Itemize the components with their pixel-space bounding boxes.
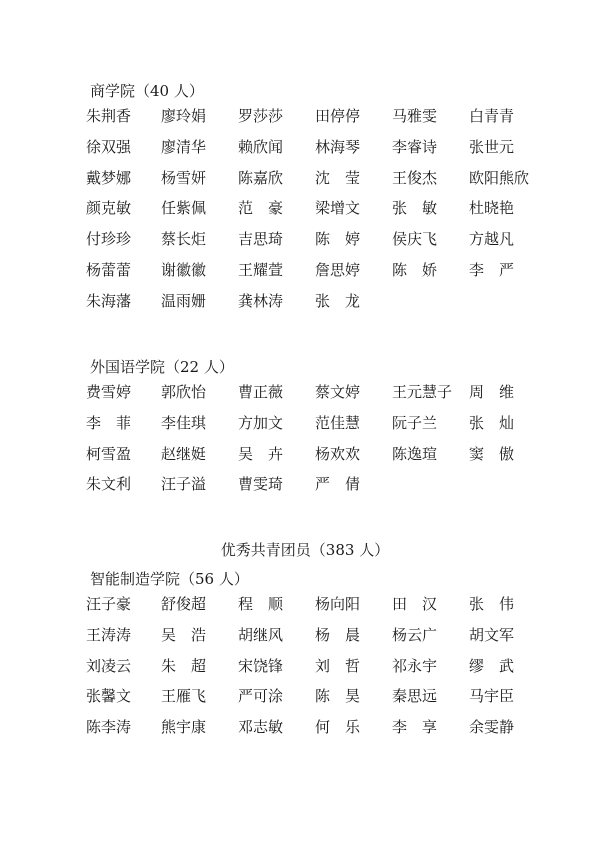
name-row [0,684,600,708]
person-name: 任紫佩 [161,199,207,218]
person-name: 窦 傲 [469,444,515,463]
person-name: 沈 莹 [315,168,361,187]
person-name: 刘 哲 [315,656,361,675]
person-name: 杜晓艳 [469,199,515,218]
person-name: 张 灿 [469,413,515,432]
person-name: 张 敏 [392,199,438,218]
person-name: 陈 昊 [315,687,361,706]
person-name: 王耀萱 [238,261,284,279]
person-name: 梁增文 [315,199,361,218]
name-row [0,472,600,496]
name-row [0,289,600,313]
person-name: 王涛涛 [86,625,132,644]
name-row [0,411,600,435]
name-row [0,623,600,647]
person-name: 颜克敏 [86,199,132,218]
person-name: 杨云广 [392,625,438,644]
section-title-foreign-languages: 外国语学院（22 人） [90,358,234,376]
person-name: 陈 婷 [315,230,361,249]
person-name: 詹思婷 [315,261,361,279]
person-name: 李 严 [469,261,515,279]
person-name: 秦思远 [392,687,438,706]
person-name: 刘凌云 [86,656,132,675]
person-name: 欧阳熊欣 [469,168,530,187]
person-name: 朱荆香 [86,107,132,125]
person-name: 杨蕾蕾 [86,261,132,279]
person-name: 付珍珍 [86,230,132,249]
person-name: 马宇臣 [469,687,515,706]
name-row [0,654,600,678]
person-name: 张 伟 [469,595,515,613]
person-name: 余雯静 [469,718,515,737]
person-name: 龚林涛 [238,291,284,310]
name-row [0,592,600,616]
award-heading: 优秀共青团员（383 人） [220,541,390,559]
person-name: 周 维 [469,383,515,401]
person-name: 祁永宇 [392,656,438,675]
person-name: 方越凡 [469,230,515,249]
person-name: 徐双强 [86,137,132,156]
person-name: 赖欣闻 [238,137,284,156]
person-name: 王雁飞 [161,687,207,706]
person-name: 白青青 [469,107,515,125]
person-name: 严可涂 [238,687,284,706]
person-name: 程 顺 [238,595,284,613]
person-name: 廖清华 [161,137,207,156]
person-name: 宋饶锋 [238,656,284,675]
person-name: 温雨姗 [161,291,207,310]
section-title-business: 商学院（40 人） [90,82,204,100]
name-row [0,196,600,220]
person-name: 范 豪 [238,199,284,218]
person-name: 陈嘉欣 [238,168,284,187]
person-name: 陈 娇 [392,261,438,279]
person-name: 侯庆飞 [392,230,438,249]
person-name: 费雪婷 [86,383,132,401]
person-name: 朱文利 [86,475,132,494]
section-title-intelligent-manufacturing: 智能制造学院（56 人） [90,570,249,588]
person-name: 郭欣怡 [161,383,207,401]
person-name: 熊宇康 [161,718,207,737]
person-name: 王俊杰 [392,168,438,187]
person-name: 汪子豪 [86,595,132,613]
person-name: 林海琴 [315,137,361,156]
name-row [0,715,600,739]
name-row [0,104,600,128]
person-name: 田 汉 [392,595,438,613]
name-row [0,442,600,466]
person-name: 方加文 [238,413,284,432]
person-name: 张馨文 [86,687,132,706]
person-name: 吉思琦 [238,230,284,249]
person-name: 范佳慧 [315,413,361,432]
person-name: 戴梦娜 [86,168,132,187]
person-name: 李 享 [392,718,438,737]
person-name: 李睿诗 [392,137,438,156]
person-name: 李 菲 [86,413,132,432]
person-name: 王元慧子 [392,383,453,401]
person-name: 朱 超 [161,656,207,675]
person-name: 蔡文婷 [315,383,361,401]
name-row [0,380,600,404]
person-name: 罗莎莎 [238,107,284,125]
name-row [0,135,600,159]
person-name: 赵继娗 [161,444,207,463]
person-name: 杨欢欢 [315,444,361,463]
person-name: 胡文军 [469,625,515,644]
person-name: 朱海藩 [86,291,132,310]
person-name: 阮子兰 [392,413,438,432]
person-name: 田停停 [315,107,361,125]
person-name: 曹正薇 [238,383,284,401]
name-row [0,227,600,251]
person-name: 汪子溢 [161,475,207,494]
person-name: 吴 浩 [161,625,207,644]
person-name: 何 乐 [315,718,361,737]
name-row [0,166,600,190]
person-name: 陈逸瑄 [392,444,438,463]
person-name: 严 倩 [315,475,361,494]
person-name: 胡继风 [238,625,284,644]
person-name: 李佳琪 [161,413,207,432]
person-name: 张世元 [469,137,515,156]
person-name: 邓志敏 [238,718,284,737]
person-name: 杨雪妍 [161,168,207,187]
person-name: 马雅雯 [392,107,438,125]
person-name: 陈李涛 [86,718,132,737]
name-row [0,258,600,282]
person-name: 谢徽徽 [161,261,207,279]
person-name: 舒俊超 [161,595,207,613]
person-name: 廖玲娟 [161,107,207,125]
person-name: 吴 卉 [238,444,284,463]
person-name: 张 龙 [315,291,361,310]
person-name: 蔡长炬 [161,230,207,249]
person-name: 柯雪盈 [86,444,132,463]
person-name: 杨 晨 [315,625,361,644]
person-name: 杨向阳 [315,595,361,613]
person-name: 曹雯琦 [238,475,284,494]
person-name: 缪 武 [469,656,515,675]
